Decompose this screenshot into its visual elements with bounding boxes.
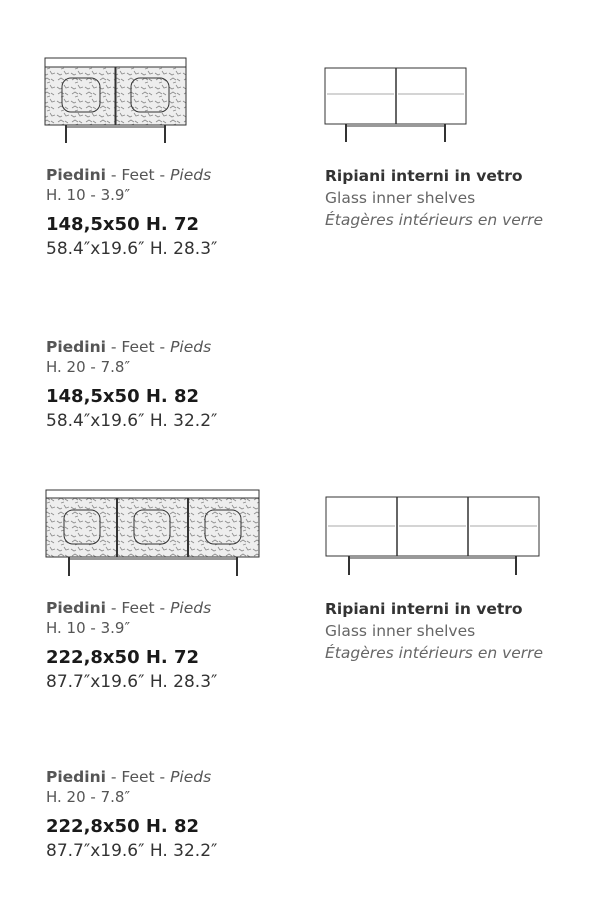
shelves-block-2	[325, 598, 543, 664]
dimensions-inches: 58.4″x19.6″ H. 32.2″	[46, 411, 218, 431]
dimensions-inches: 58.4″x19.6″ H. 28.3″	[46, 239, 218, 259]
dimensions-cm: 148,5x50 H. 82	[46, 386, 200, 407]
feet-label: Piedini - Feet - Pieds	[46, 166, 212, 184]
spec-block-4	[46, 767, 217, 863]
shelves-block-1	[325, 165, 543, 231]
dimensions-cm: 148,5x50 H. 72	[46, 214, 200, 235]
shelves-label-it: Ripiani interni in vetro	[325, 167, 523, 185]
feet-label: Piedini - Feet - Pieds	[46, 768, 212, 786]
spec-block-2	[46, 337, 217, 433]
shelves-label-en: Glass inner shelves	[325, 622, 476, 640]
feet-height: H. 20 - 7.8″	[46, 788, 131, 806]
shelves-label-fr: Étagères intérieurs en verre	[325, 644, 544, 662]
spec-block-1	[46, 165, 217, 261]
shelves-label-en: Glass inner shelves	[325, 189, 476, 207]
dimensions-inches: 87.7″x19.6″ H. 28.3″	[46, 672, 218, 692]
feet-label: Piedini - Feet - Pieds	[46, 599, 212, 617]
shelves-label-it: Ripiani interni in vetro	[325, 600, 523, 618]
shelves-label-fr: Étagères intérieurs en verre	[325, 211, 544, 229]
dimensions-cm: 222,8x50 H. 72	[46, 647, 200, 668]
feet-height: H. 20 - 7.8″	[46, 358, 131, 376]
dimensions-inches: 87.7″x19.6″ H. 32.2″	[46, 841, 218, 861]
spec-block-3	[46, 598, 217, 694]
feet-height: H. 10 - 3.9″	[46, 186, 131, 204]
dimensions-cm: 222,8x50 H. 82	[46, 816, 200, 837]
feet-height: H. 10 - 3.9″	[46, 619, 131, 637]
feet-label: Piedini - Feet - Pieds	[46, 338, 212, 356]
